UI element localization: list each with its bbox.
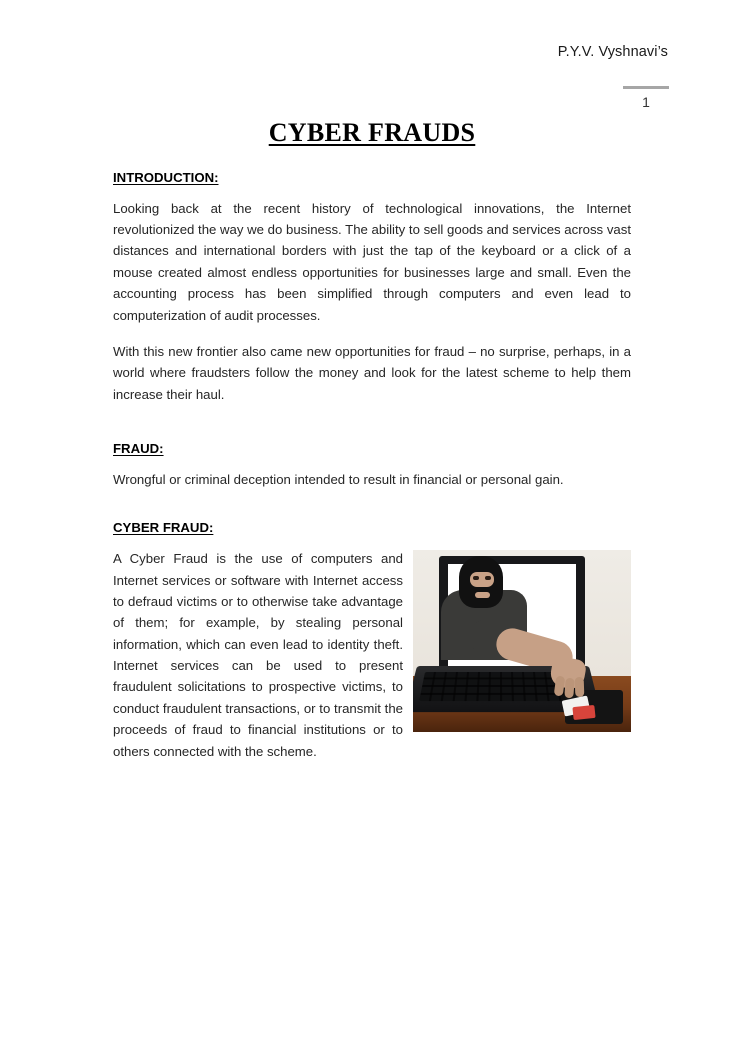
photo-finger	[564, 678, 574, 699]
section-heading-cyber-fraud: CYBER FRAUD:	[113, 520, 214, 536]
section-heading-fraud: FRAUD:	[113, 441, 164, 457]
photo-right-eye	[485, 576, 491, 580]
photo-mouth-opening	[475, 592, 490, 598]
document-body	[113, 118, 631, 762]
section-spacer	[113, 405, 631, 441]
page-number-block	[614, 86, 678, 109]
masked-thief-through-laptop-photo	[413, 550, 631, 732]
header-author-name: P.Y.V. Vyshnavi’s	[557, 44, 668, 60]
section-introduction	[113, 170, 631, 405]
section-fraud	[113, 441, 631, 490]
paragraph-cyber-fraud-1: A Cyber Fraud is the use of computers and Internet services or software with Internet access to defraud victims or to otherwise take advantage of them; for example, by stealing personal information, which can even lead to identity theft. Internet services can be used to present fraudulent solicitations to prospective victims, to conduct fraudulent transactions, or to transmit the proceeds of fraud to financial institutions or to others connected with the scheme.	[113, 551, 403, 759]
section-heading-introduction: INTRODUCTION:	[113, 169, 219, 185]
photo-credit-card	[572, 705, 595, 720]
photo-finger	[575, 677, 585, 697]
paragraph-introduction-2: With this new frontier also came new opportunities for fraud – no surprise, perhaps, in a world where fraudsters follow the money and look for the latest scheme to help them increase their haul.	[113, 343, 631, 402]
page-number: 1	[642, 94, 650, 110]
section-cyber-fraud	[113, 520, 631, 762]
page-title: CYBER FRAUDS	[268, 118, 476, 147]
section-spacer	[113, 490, 631, 520]
page-number-rule	[623, 86, 669, 89]
photo-left-eye	[473, 576, 479, 580]
paragraph-introduction-1: Looking back at the recent history of technological innovations, the Internet revolutionized the way we do business. The ability to sell goods and services across vast distances and international borders with just the tap of the keyboard or a click of a mouse created almost endless opportunities for businesses large and small. Even the accounting process has been simplified through computers and even lead to computerization of audit processes.	[113, 200, 632, 323]
paragraph-fraud-1: Wrongful or criminal deception intended to result in financial or personal gain.	[113, 471, 564, 487]
